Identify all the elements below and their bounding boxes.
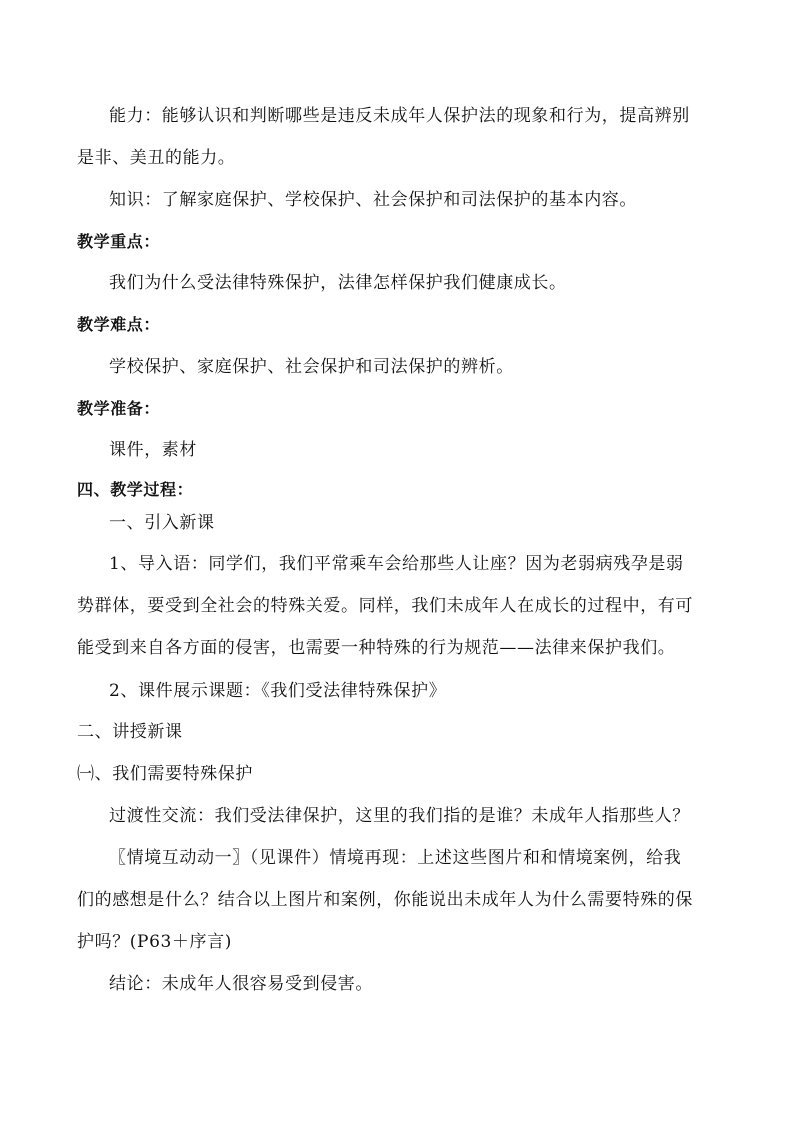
difficulties-heading: 教学难点： — [77, 315, 161, 334]
intro-item-1-line-2: 势群体，要受到全社会的特殊关爱。同样，我们未成年人在成长的过程中，有可 — [77, 596, 693, 616]
difficulties-text: 学校保护、家庭保护、社会保护和司法保护的辨析。 — [109, 357, 514, 377]
preparation-text: 课件，素材 — [109, 440, 197, 460]
ability-line-2: 是非、美丑的能力。 — [77, 148, 236, 168]
transition-text: 过渡性交流：我们受法律保护，这里的我们指的是谁？未成年人指那些人？ — [109, 806, 690, 826]
section-1-heading: ㈠、我们需要特殊保护 — [77, 764, 253, 784]
intro-item-1-line-1: 1、导入语：同学们，我们平常乘车会给那些人让座？因为老弱病残孕是弱 — [109, 554, 684, 574]
scenario-line-1: 〖情境互动动一〗（见课件）情境再现：上述这些图片和和情境案例，给我 — [109, 848, 682, 868]
process-heading: 四、教学过程： — [77, 480, 194, 499]
conclusion-text: 结论：未成年人很容易受到侵害。 — [109, 974, 373, 994]
scenario-line-2: 们的感想是什么？结合以上图片和案例，你能说出未成年人为什么需要特殊的保 — [77, 890, 693, 910]
teach-heading: 二、讲授新课 — [77, 722, 183, 742]
key-points-text: 我们为什么受法律特殊保护，法律怎样保护我们健康成长。 — [109, 273, 567, 293]
key-points-heading: 教学重点： — [77, 232, 161, 251]
ability-line-1: 能力：能够认识和判断哪些是违反未成年人保护法的现象和行为，提高辨别 — [109, 106, 690, 126]
intro-heading: 一、引入新课 — [109, 513, 215, 533]
preparation-heading: 教学准备： — [77, 399, 161, 418]
scenario-line-3: 护吗？(P63＋序言) — [77, 932, 232, 952]
intro-item-2: 2、课件展示课题：《我们受法律特殊保护》 — [109, 681, 447, 701]
intro-item-1-line-3: 能受到来自各方面的侵害，也需要一种特殊的行为规范——法律来保护我们。 — [77, 638, 676, 658]
knowledge-line: 知识：了解家庭保护、学校保护、社会保护和司法保护的基本内容。 — [109, 190, 637, 210]
